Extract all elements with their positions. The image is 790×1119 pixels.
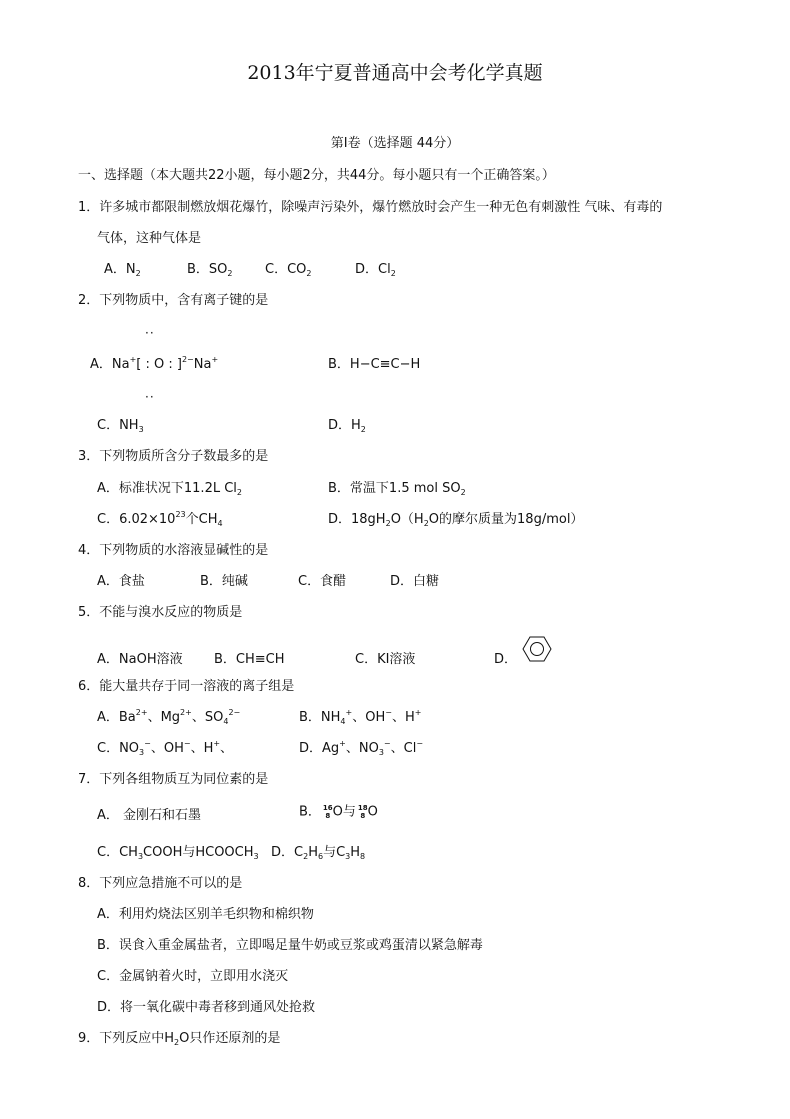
q7-option-d: D．$C_2H_6$与$C_3H_8$ — [271, 845, 366, 861]
q4-option-d: D．白糖 — [390, 574, 440, 589]
electron-dots-top: ·· — [145, 326, 155, 340]
q8-option-d: D．将一氧化碳中毒者移到通风处抢救 — [97, 1000, 316, 1015]
q4-stem: 4．下列物质的水溶液显碱性的是 — [78, 543, 269, 558]
q5-option-a: A．NaOH溶液 — [97, 652, 183, 667]
q6-stem: 6．能大量共存于同一溶液的离子组是 — [78, 679, 295, 694]
isotope-16-8: 16 8 — [322, 804, 333, 820]
q7-option-a: A． 金刚石和石墨 — [97, 808, 202, 823]
q5-option-c: C．KI溶液 — [355, 652, 416, 667]
q8-option-a: A．利用灼烧法区别羊毛织物和棉织物 — [97, 907, 314, 922]
q7-option-b: B． 16 8 O与 18 8 O — [299, 804, 378, 820]
q2-option-b: B．H−C≡C−H — [328, 357, 421, 372]
q2-option-a: A．Na+[ : O : ]$^{2-}$Na+ — [90, 355, 219, 372]
page-title: 2013年宁夏普通高中会考化学真题 — [247, 62, 543, 84]
q4-option-c: C．食醋 — [298, 574, 347, 589]
q4-option-a: A．食盐 — [97, 574, 145, 589]
q7-option-c: C．$CH_3COOH$与$HCOOCH_3$ — [97, 845, 259, 861]
q3-option-b: B．常温下1.5 mol $SO_2$ — [328, 481, 466, 497]
q3-option-c: C．$6.02\times 10^{23}$个$CH_4$ — [97, 510, 223, 528]
q5-option-b: B．CH≡CH — [214, 652, 285, 667]
q1-stem-cont: 气体，这种气体是 — [97, 231, 202, 246]
q6-option-d: D．Ag+、$NO_3^-$、Cl− — [299, 739, 424, 757]
instruction: 一、选择题（本大题共22小题，每小题2分，共44分。每小题只有一个正确答案。） — [78, 168, 555, 183]
q2-option-c: C．$NH_3$ — [97, 418, 144, 434]
q2-option-d: D．$H_2$ — [328, 418, 366, 434]
q1-stem: 1．许多城市都限制燃放烟花爆竹，除噪声污染外，爆竹燃放时会产生一种无色有刺激性 气味、有毒的 — [78, 200, 663, 215]
benzene-ring-icon — [522, 634, 552, 668]
q3-option-d: D．$18gH_2O(H_2O$的摩尔质量为18g/mol） — [328, 512, 584, 528]
q1-option-a: A．$N_2$ — [104, 262, 141, 278]
q1-option-d: D．$Cl_2$ — [355, 262, 396, 278]
q7-stem: 7．下列各组物质互为同位素的是 — [78, 772, 269, 787]
q1-option-b: B．$SO_2$ — [187, 262, 233, 278]
electron-dots-bottom: ·· — [145, 390, 155, 404]
isotope-18-8: 18 8 — [357, 804, 368, 820]
q8-option-c: C．金属钠着火时，立即用水浇灭 — [97, 969, 289, 984]
section-heading: 第Ⅰ卷（选择题 44分） — [330, 136, 460, 151]
q1-option-c: C．$CO_2$ — [265, 262, 312, 278]
q5-option-d: D． — [494, 652, 518, 667]
q6-option-a: A．$Ba^{2+}$、$Mg^{2+}$、$SO_4^{2-}$ — [97, 708, 241, 726]
q8-option-b: B．误食入重金属盐者，立即喝足量牛奶或豆浆或鸡蛋清以紧急解毒 — [97, 938, 483, 953]
q6-option-b: B．$NH_4^+$、OH−、H+ — [299, 708, 422, 726]
q6-option-c: C．$NO_3^-$、OH−、H+、 — [97, 739, 234, 757]
q3-option-a: A．标准状况下11.2L $Cl_2$ — [97, 481, 242, 497]
q4-option-b: B．纯碱 — [200, 574, 248, 589]
q3-stem: 3．下列物质所含分子数最多的是 — [78, 449, 269, 464]
q2-stem: 2．下列物质中，含有离子键的是 — [78, 293, 269, 308]
q5-stem: 5．不能与溴水反应的物质是 — [78, 605, 243, 620]
q9-stem: 9．下列反应中$H_2O$只作还原剂的是 — [78, 1031, 281, 1047]
q8-stem: 8．下列应急措施不可以的是 — [78, 876, 243, 891]
